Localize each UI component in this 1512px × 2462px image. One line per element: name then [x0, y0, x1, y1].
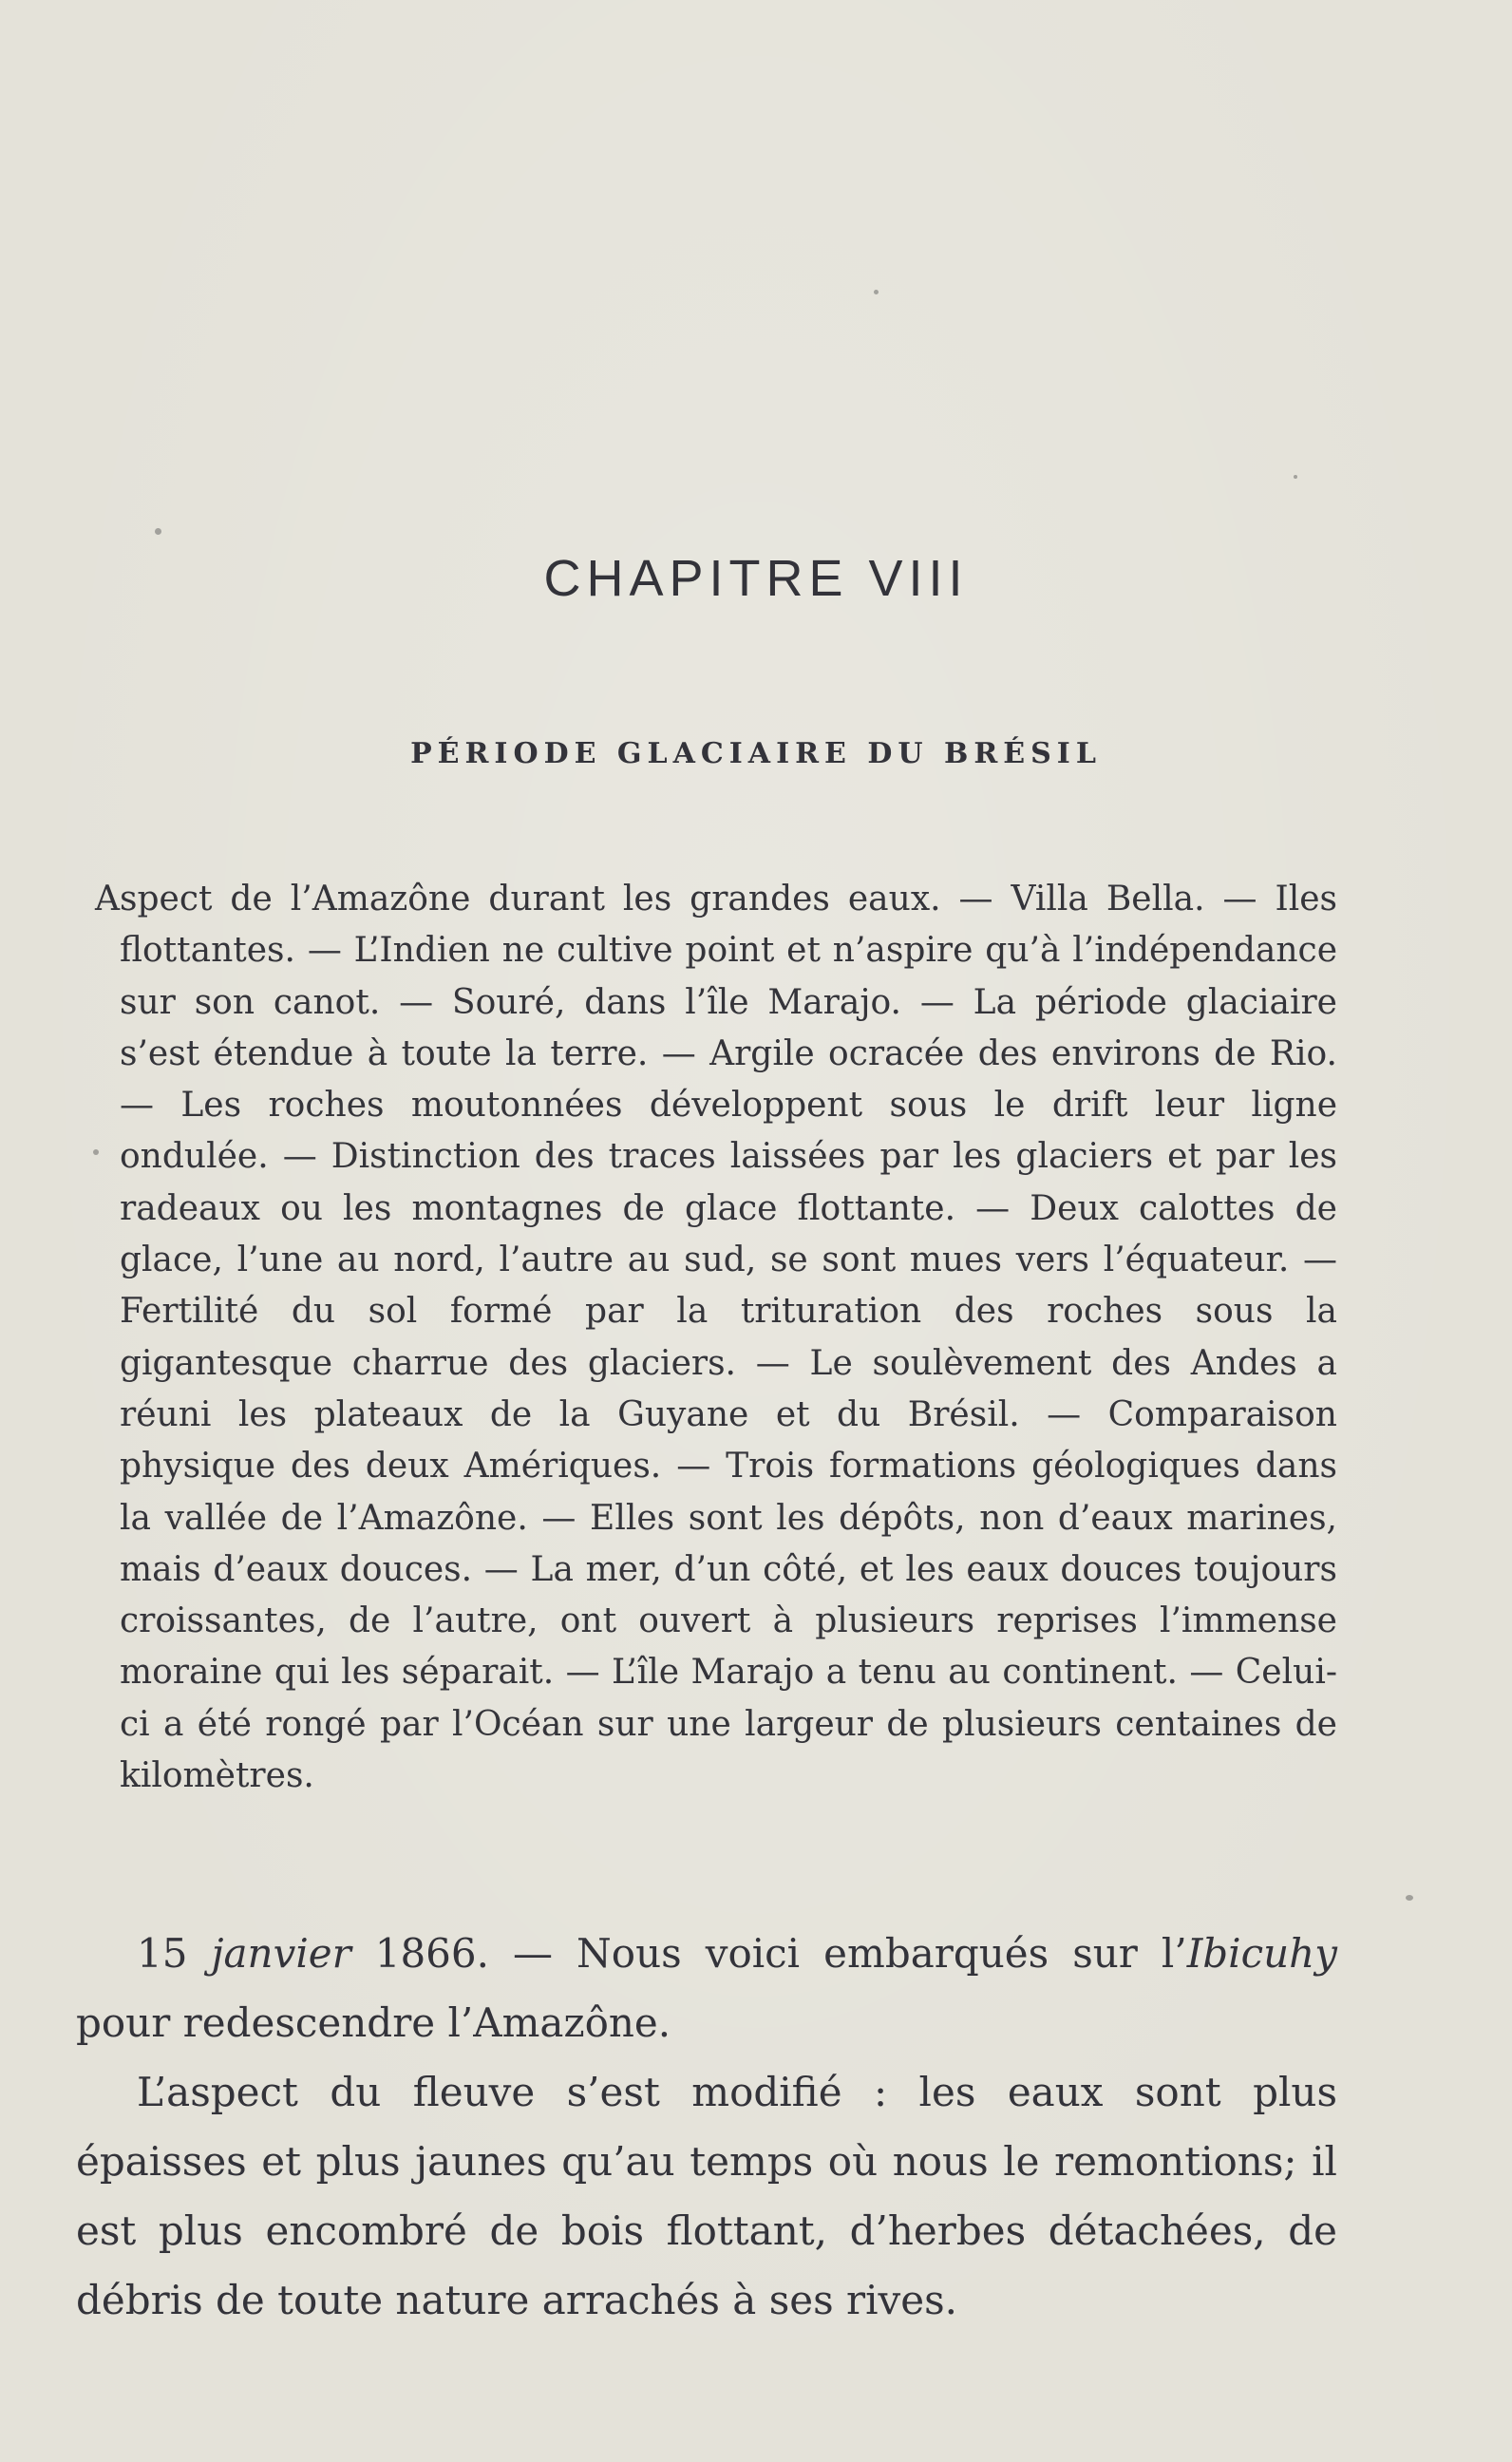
ship-name: Ibicuhy: [1186, 1930, 1337, 1977]
chapter-summary: Aspect de l’Amazône durant les grandes eaux. — Villa Bella. — Iles flottantes. — L’Indien ne cultive point et n’aspire qu’à l’indépendance sur son canot. — Souré, dans l’île Marajo. — La période glaciaire s’est étendue à toute la terre. — Argile ocracée des environs de Rio. — Les roches moutonnées développent sous le drift leur ligne ondulée. — Distinction des traces laissées par les glaciers et par les radeaux ou les montagnes de glace flottante. — Deux calottes de glace, l’une au nord, l’autre au sud, se sont mues vers l’équateur. — Fertilité du sol formé par la trituration des roches sous la gigantesque charrue des glaciers. — Le soulèvement des Andes a réuni les plateaux de la Guyane et du Brésil. — Comparaison physique des deux Amériques. — Trois formations géologiques dans la vallée de l’Amazône. — Elles sont les dépôts, non d’eaux marines, mais d’eaux douces. — La mer, d’un côté, et les eaux douces toujours croissantes, de l’autre, ont ouvert à plusieurs reprises l’immense moraine qui les séparait. — L’île Marajo a tenu au continent. — Celui-ci a été rongé par l’Océan sur une largeur de plusieurs centaines de kilomètres.: [95, 880, 1337, 1796]
paper-speck: [1294, 475, 1297, 479]
chapter-title: CHAPITRE VIII: [543, 550, 969, 607]
opening-paragraph: [76, 1919, 1337, 2057]
paper-speck: [874, 290, 879, 294]
date-day: 15: [137, 1930, 188, 1977]
date-month: janvier: [211, 1930, 351, 1977]
chapter-subtitle: PÉRIODE GLACIAIRE DU BRÉSIL: [410, 737, 1102, 770]
paper-speck: [155, 528, 161, 535]
paragraph-text: — Nous voici embarqués sur l’: [513, 1930, 1187, 1977]
paper-speck: [93, 1149, 99, 1155]
second-paragraph: L’aspect du fleuve s’est modifié : les eaux sont plus épaisses et plus jaunes qu’au temps où nous le remontions; il est plus encombré de bois flottant, d’herbes détachées, de débris de toute nature arrachés à ses rives.: [76, 2069, 1337, 2323]
date-year: 1866.: [374, 1930, 489, 1977]
paragraph-text-end: pour redescendre l’Amazône.: [76, 1999, 671, 2046]
paper-speck: [1406, 1895, 1413, 1901]
